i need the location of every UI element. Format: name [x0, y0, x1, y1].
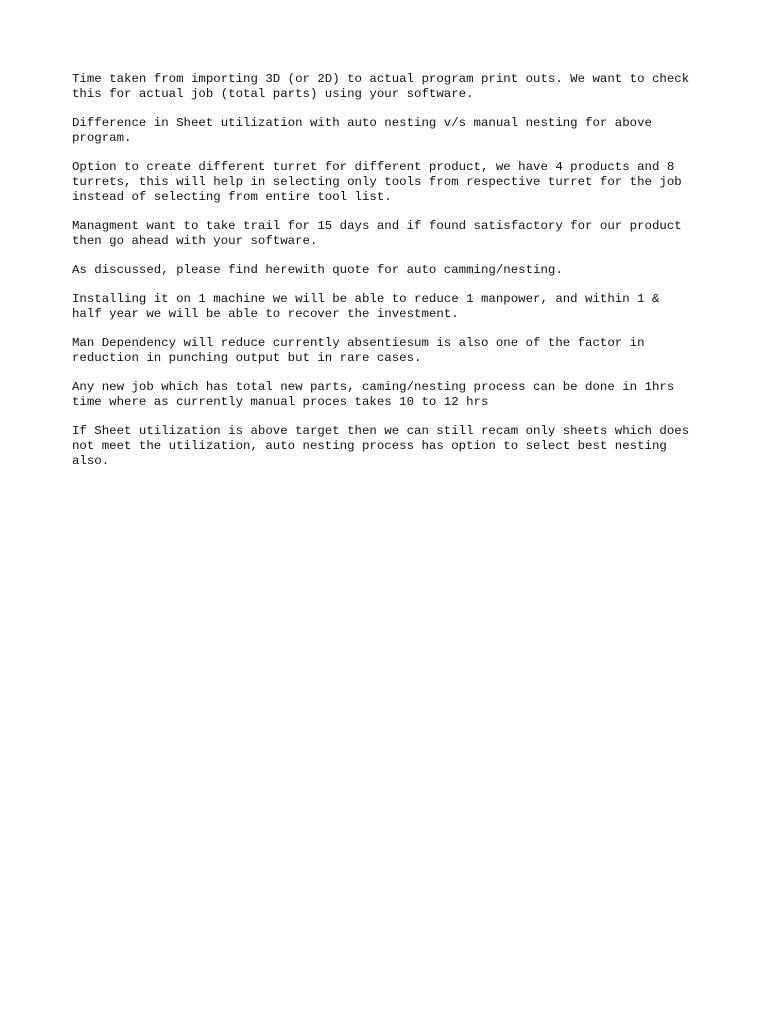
- document-body: [72, 72, 712, 483]
- paragraph-trial-period: Managment want to take trail for 15 days and if found satisfactory for our product then go ahead with your software.: [72, 219, 682, 248]
- paragraph-turret-option: Option to create different turret for different product, we have 4 products and 8 turrets, this will help in selecting only tools from respective turret for the job instead of selecting from entire tool list.: [72, 160, 682, 204]
- paragraph-new-job-time: Any new job which has total new parts, caming/nesting process can be done in 1hrs time where as currently manual proces takes 10 to 12 hrs: [72, 380, 675, 409]
- paragraph-manpower-reduction: Installing it on 1 machine we will be able to reduce 1 manpower, and within 1 & half year we will be able to recover the investment.: [72, 292, 660, 321]
- paragraph-import-time: Time taken from importing 3D (or 2D) to actual program print outs. We want to check this for actual job (total parts) using your software.: [72, 72, 690, 101]
- paragraph-quote: As discussed, please find herewith quote for auto camming/nesting.: [72, 263, 563, 277]
- paragraph-recam-sheets: If Sheet utilization is above target then we can still recam only sheets which does not meet the utilization, auto nesting process has option to select best nesting also.: [72, 424, 690, 468]
- paragraph-sheet-utilization-difference: Difference in Sheet utilization with auto nesting v/s manual nesting for above program.: [72, 116, 652, 145]
- paragraph-man-dependency: Man Dependency will reduce currently absentiesum is also one of the factor in reduction in punching output but in rare cases.: [72, 336, 645, 365]
